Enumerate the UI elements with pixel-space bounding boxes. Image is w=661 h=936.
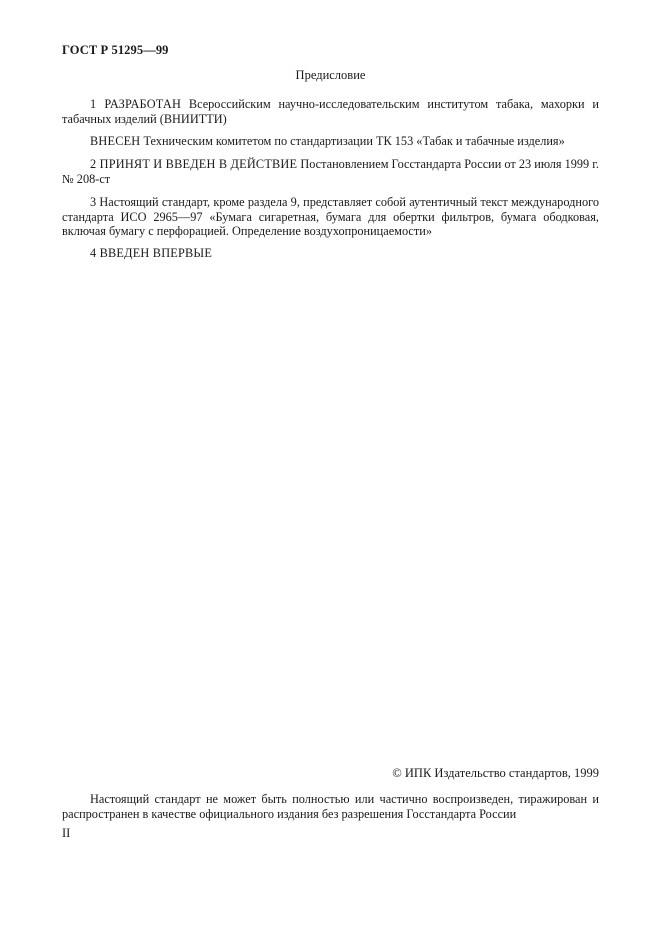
preface-item-4-lead: 4 ВВЕДЕН ВПЕРВЫЕ bbox=[90, 246, 213, 260]
preface-item-4 bbox=[62, 246, 599, 261]
document-code: ГОСТ Р 51295—99 bbox=[62, 43, 169, 57]
page-number: II bbox=[62, 826, 71, 840]
preface-title: Предисловие bbox=[295, 68, 366, 82]
preface-item-submitted-lead: ВНЕСЕН bbox=[90, 134, 141, 148]
preface-item-2-text: Постановлением Госстандарта России от 23 июля 1999 г. № 208-ст bbox=[62, 157, 600, 186]
preface-item-submitted bbox=[62, 134, 599, 149]
preface-item-2-lead: 2 ПРИНЯТ И ВВЕДЕН В ДЕЙСТВИЕ bbox=[90, 157, 298, 171]
preface-item-3-text: 3 Настоящий стандарт, кроме раздела 9, представляет собой аутентичный текст международного стандарта ИСО 2965—97 «Бумага сигаретная, бумага для обертки фильтров, бумага ободковая, включая бумагу с перфорацией. Определение воздухопроницаемости» bbox=[62, 195, 599, 238]
preface-item-1-lead: 1 РАЗРАБОТАН bbox=[90, 97, 182, 111]
preface-item-2 bbox=[62, 157, 599, 186]
reproduction-notice: Настоящий стандарт не может быть полностью или частично воспроизведен, тиражирован и распространен в качестве официального издания без разрешения Госстандарта России bbox=[62, 792, 599, 821]
preface-item-1-text: Всероссийским научно-исследовательским институтом табака, махорки и табачных изделий (ВНИИТТИ) bbox=[62, 97, 599, 126]
preface-item-1 bbox=[62, 97, 599, 126]
preface-item-submitted-text: Техническим комитетом по стандартизации ТК 153 «Табак и табачные изделия» bbox=[143, 134, 565, 148]
preface-item-3 bbox=[62, 195, 599, 239]
copyright-line: © ИПК Издательство стандартов, 1999 bbox=[392, 766, 599, 780]
